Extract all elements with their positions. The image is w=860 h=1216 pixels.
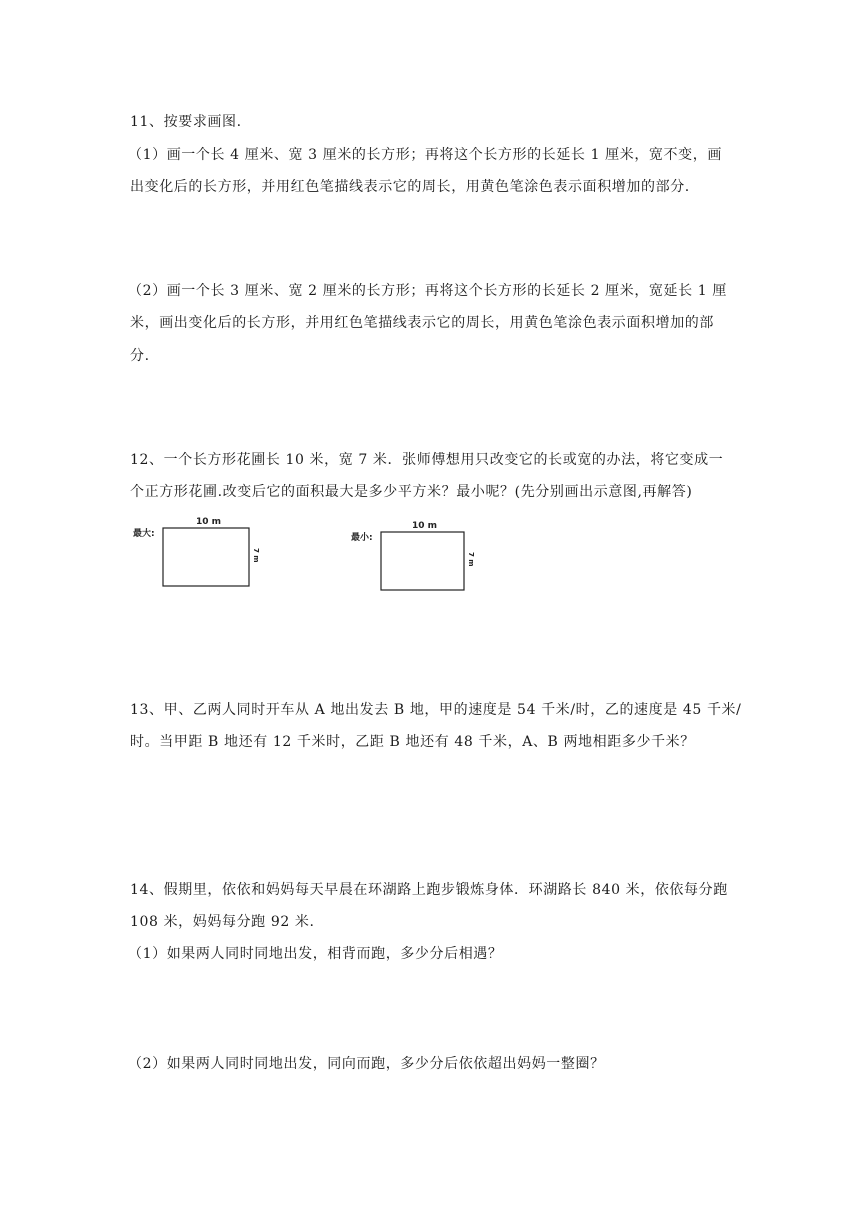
q12-figure-max <box>130 512 280 592</box>
fig-min-width-label: 7 m <box>467 552 475 567</box>
q11-part2-line3: 分. <box>130 348 150 364</box>
q11-part2-line1: （2）画一个长 3 厘米、宽 2 厘米的长方形；再将这个长方形的长延长 2 厘米，宽延长 1 厘 <box>128 283 727 299</box>
q11-part1-line2: 出变化后的长方形，并用红色笔描线表示它的周长，用黄色笔涂色表示面积增加的部分. <box>130 179 690 195</box>
q13-line2: 时。当甲距 B 地还有 12 千米时，乙距 B 地还有 48 千米，A、B 两地相距多少千米？ <box>130 734 695 750</box>
q12-line1: 12、一个长方形花圃长 10 米，宽 7 米．张师傅想用只改变它的长或宽的办法，将它变成一 <box>130 452 724 468</box>
q14-part2: （2）如果两人同时同地出发，同向而跑，多少分后依依超出妈妈一整圈？ <box>128 1056 605 1072</box>
q11-part2-line2: 米，画出变化后的长方形，并用红色笔描线表示它的周长，用黄色笔涂色表示面积增加的部 <box>130 315 714 331</box>
fig-max-length-label: 10 m <box>196 517 222 527</box>
q12-line2: 个正方形花圃.改变后它的面积最大是多少平方米？最小呢？(先分别画出示意图,再解答) <box>130 484 693 500</box>
q14-part1: （1）如果两人同时同地出发，相背而跑，多少分后相遇？ <box>128 946 503 962</box>
q14-line1: 14、假期里，依依和妈妈每天早晨在环湖路上跑步锻炼身体．环湖路长 840 米，依依每分跑 <box>130 882 728 898</box>
fig-max-rectangle <box>163 528 249 586</box>
q12-figure-min-diagram <box>348 516 498 596</box>
fig-min-length-label: 10 m <box>412 521 438 531</box>
fig-max-width-label: 7 m <box>252 548 260 563</box>
fig-max-label: 最大: <box>133 529 155 539</box>
q14-line2: 108 米，妈妈每分跑 92 米. <box>130 914 315 930</box>
q12-figure-min <box>348 516 498 596</box>
fig-min-label: 最小: <box>351 533 373 543</box>
q11-title: 11、按要求画图. <box>130 114 242 130</box>
q13-line1: 13、甲、乙两人同时开车从 A 地出发去 B 地，甲的速度是 54 千米/时，乙的速度是 45 千米/ <box>130 702 742 718</box>
fig-min-rectangle <box>381 532 464 590</box>
q11-part1-line1: （1）画一个长 4 厘米、宽 3 厘米的长方形；再将这个长方形的长延长 1 厘米，宽不变，画 <box>128 147 722 163</box>
q12-figure-max-diagram <box>130 512 280 592</box>
